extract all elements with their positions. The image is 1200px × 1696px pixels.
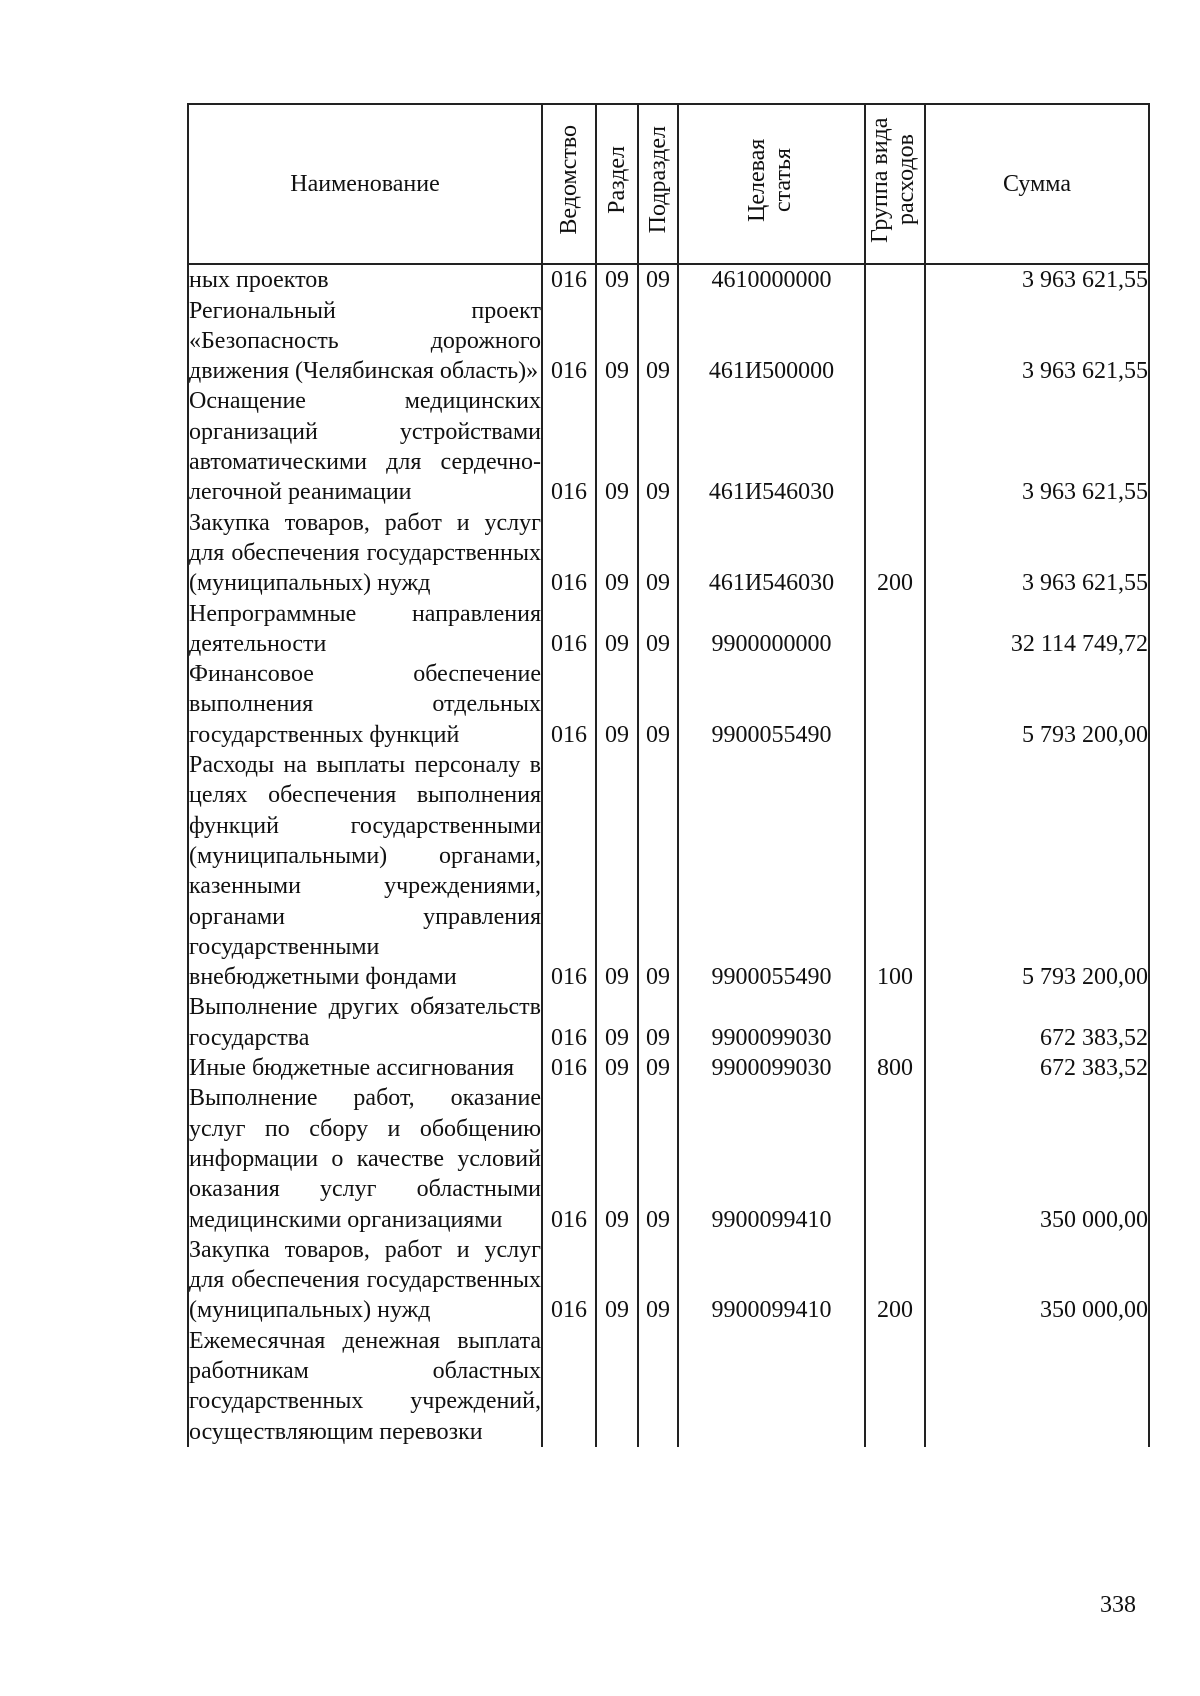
table-row — [188, 659, 1149, 750]
table-row — [188, 750, 1149, 992]
row-sum: 32 114 749,72 — [925, 599, 1149, 660]
table-row — [188, 1326, 1149, 1447]
row-name: Выполнение работ, оказание услуг по сбору и обобщению информации о качестве условий оказания услуг областными медицинскими организациями — [188, 1083, 542, 1234]
table-row — [188, 1053, 1149, 1083]
row-target: 461И546030 — [678, 508, 865, 599]
row-section: 09 — [596, 992, 638, 1053]
row-sum: 3 963 621,55 — [925, 508, 1149, 599]
row-dept: 016 — [542, 599, 596, 660]
table-row — [188, 1083, 1149, 1234]
row-dept — [542, 1326, 596, 1447]
row-sum: 3 963 621,55 — [925, 386, 1149, 507]
row-sum: 5 793 200,00 — [925, 659, 1149, 750]
row-target: 9900099030 — [678, 1053, 865, 1083]
row-dept: 016 — [542, 992, 596, 1053]
row-subsection: 09 — [638, 1053, 678, 1083]
row-subsection — [638, 1326, 678, 1447]
header-name: Наименование — [188, 104, 542, 264]
row-group — [865, 1083, 925, 1234]
row-target: 461И500000 — [678, 296, 865, 387]
header-dept: Ведомство — [542, 104, 596, 264]
row-name: Региональный проект «Безопасность дорожного движения (Челябинская область)» — [188, 296, 542, 387]
row-section: 09 — [596, 1053, 638, 1083]
row-dept: 016 — [542, 508, 596, 599]
table-header-row — [188, 104, 1149, 264]
row-sum: 350 000,00 — [925, 1235, 1149, 1326]
row-group: 800 — [865, 1053, 925, 1083]
row-subsection: 09 — [638, 296, 678, 387]
row-name: Оснащение медицинских организаций устройствами автоматическими для сердечно-легочной реанимации — [188, 386, 542, 507]
row-subsection: 09 — [638, 1235, 678, 1326]
row-section: 09 — [596, 599, 638, 660]
row-target: 9900099030 — [678, 992, 865, 1053]
row-group: 200 — [865, 508, 925, 599]
row-section: 09 — [596, 296, 638, 387]
row-name: ных проектов — [188, 264, 542, 295]
header-section: Раздел — [596, 104, 638, 264]
row-target — [678, 1326, 865, 1447]
row-sum — [925, 1326, 1149, 1447]
row-sum: 3 963 621,55 — [925, 296, 1149, 387]
row-name: Иные бюджетные ассигнования — [188, 1053, 542, 1083]
row-group — [865, 386, 925, 507]
table-row — [188, 992, 1149, 1053]
budget-table — [187, 103, 1150, 1447]
row-group: 100 — [865, 750, 925, 992]
row-group — [865, 599, 925, 660]
table-row — [188, 264, 1149, 295]
row-sum: 672 383,52 — [925, 1053, 1149, 1083]
row-section: 09 — [596, 386, 638, 507]
row-name: Непрограммные направления деятельности — [188, 599, 542, 660]
row-target: 4610000000 — [678, 264, 865, 295]
row-dept: 016 — [542, 750, 596, 992]
row-section: 09 — [596, 1235, 638, 1326]
row-dept: 016 — [542, 386, 596, 507]
row-group — [865, 296, 925, 387]
row-section: 09 — [596, 1083, 638, 1234]
header-group: Группа вида расходов — [865, 104, 925, 264]
row-group — [865, 264, 925, 295]
row-subsection: 09 — [638, 992, 678, 1053]
row-target: 9900099410 — [678, 1235, 865, 1326]
row-dept: 016 — [542, 659, 596, 750]
table-row — [188, 508, 1149, 599]
row-sum: 672 383,52 — [925, 992, 1149, 1053]
row-dept: 016 — [542, 264, 596, 295]
row-subsection: 09 — [638, 750, 678, 992]
row-subsection: 09 — [638, 599, 678, 660]
row-target: 9900055490 — [678, 750, 865, 992]
row-subsection: 09 — [638, 508, 678, 599]
row-subsection: 09 — [638, 1083, 678, 1234]
row-sum: 3 963 621,55 — [925, 264, 1149, 295]
row-target: 461И546030 — [678, 386, 865, 507]
row-sum: 350 000,00 — [925, 1083, 1149, 1234]
row-dept: 016 — [542, 296, 596, 387]
row-name: Ежемесячная денежная выплата работникам областных государственных учреждений, осуществляющим перевозки — [188, 1326, 542, 1447]
page-number: 338 — [1100, 1592, 1136, 1618]
row-sum: 5 793 200,00 — [925, 750, 1149, 992]
row-dept: 016 — [542, 1053, 596, 1083]
table-row — [188, 599, 1149, 660]
row-section: 09 — [596, 750, 638, 992]
row-target: 9900055490 — [678, 659, 865, 750]
table-row — [188, 386, 1149, 507]
row-subsection: 09 — [638, 386, 678, 507]
header-subsection: Подраздел — [638, 104, 678, 264]
row-dept: 016 — [542, 1083, 596, 1234]
row-name: Выполнение других обязательств государства — [188, 992, 542, 1053]
row-target: 9900099410 — [678, 1083, 865, 1234]
row-name: Закупка товаров, работ и услуг для обеспечения государственных (муниципальных) нужд — [188, 508, 542, 599]
row-group: 200 — [865, 1235, 925, 1326]
row-section — [596, 1326, 638, 1447]
table-row — [188, 296, 1149, 387]
row-group — [865, 1326, 925, 1447]
row-name: Расходы на выплаты персоналу в целях обеспечения выполнения функций государственными (муниципальными) органами, казенными учреждениями, органами управления государственными внебюджетными фондами — [188, 750, 542, 992]
row-name: Закупка товаров, работ и услуг для обеспечения государственных (муниципальных) нужд — [188, 1235, 542, 1326]
row-group — [865, 659, 925, 750]
row-name: Финансовое обеспечение выполнения отдельных государственных функций — [188, 659, 542, 750]
row-group — [865, 992, 925, 1053]
row-subsection: 09 — [638, 659, 678, 750]
row-section: 09 — [596, 508, 638, 599]
row-target: 9900000000 — [678, 599, 865, 660]
row-dept: 016 — [542, 1235, 596, 1326]
row-section: 09 — [596, 264, 638, 295]
row-subsection: 09 — [638, 264, 678, 295]
header-target: Целевая статья — [678, 104, 865, 264]
header-sum: Сумма — [925, 104, 1149, 264]
table-row — [188, 1235, 1149, 1326]
row-section: 09 — [596, 659, 638, 750]
